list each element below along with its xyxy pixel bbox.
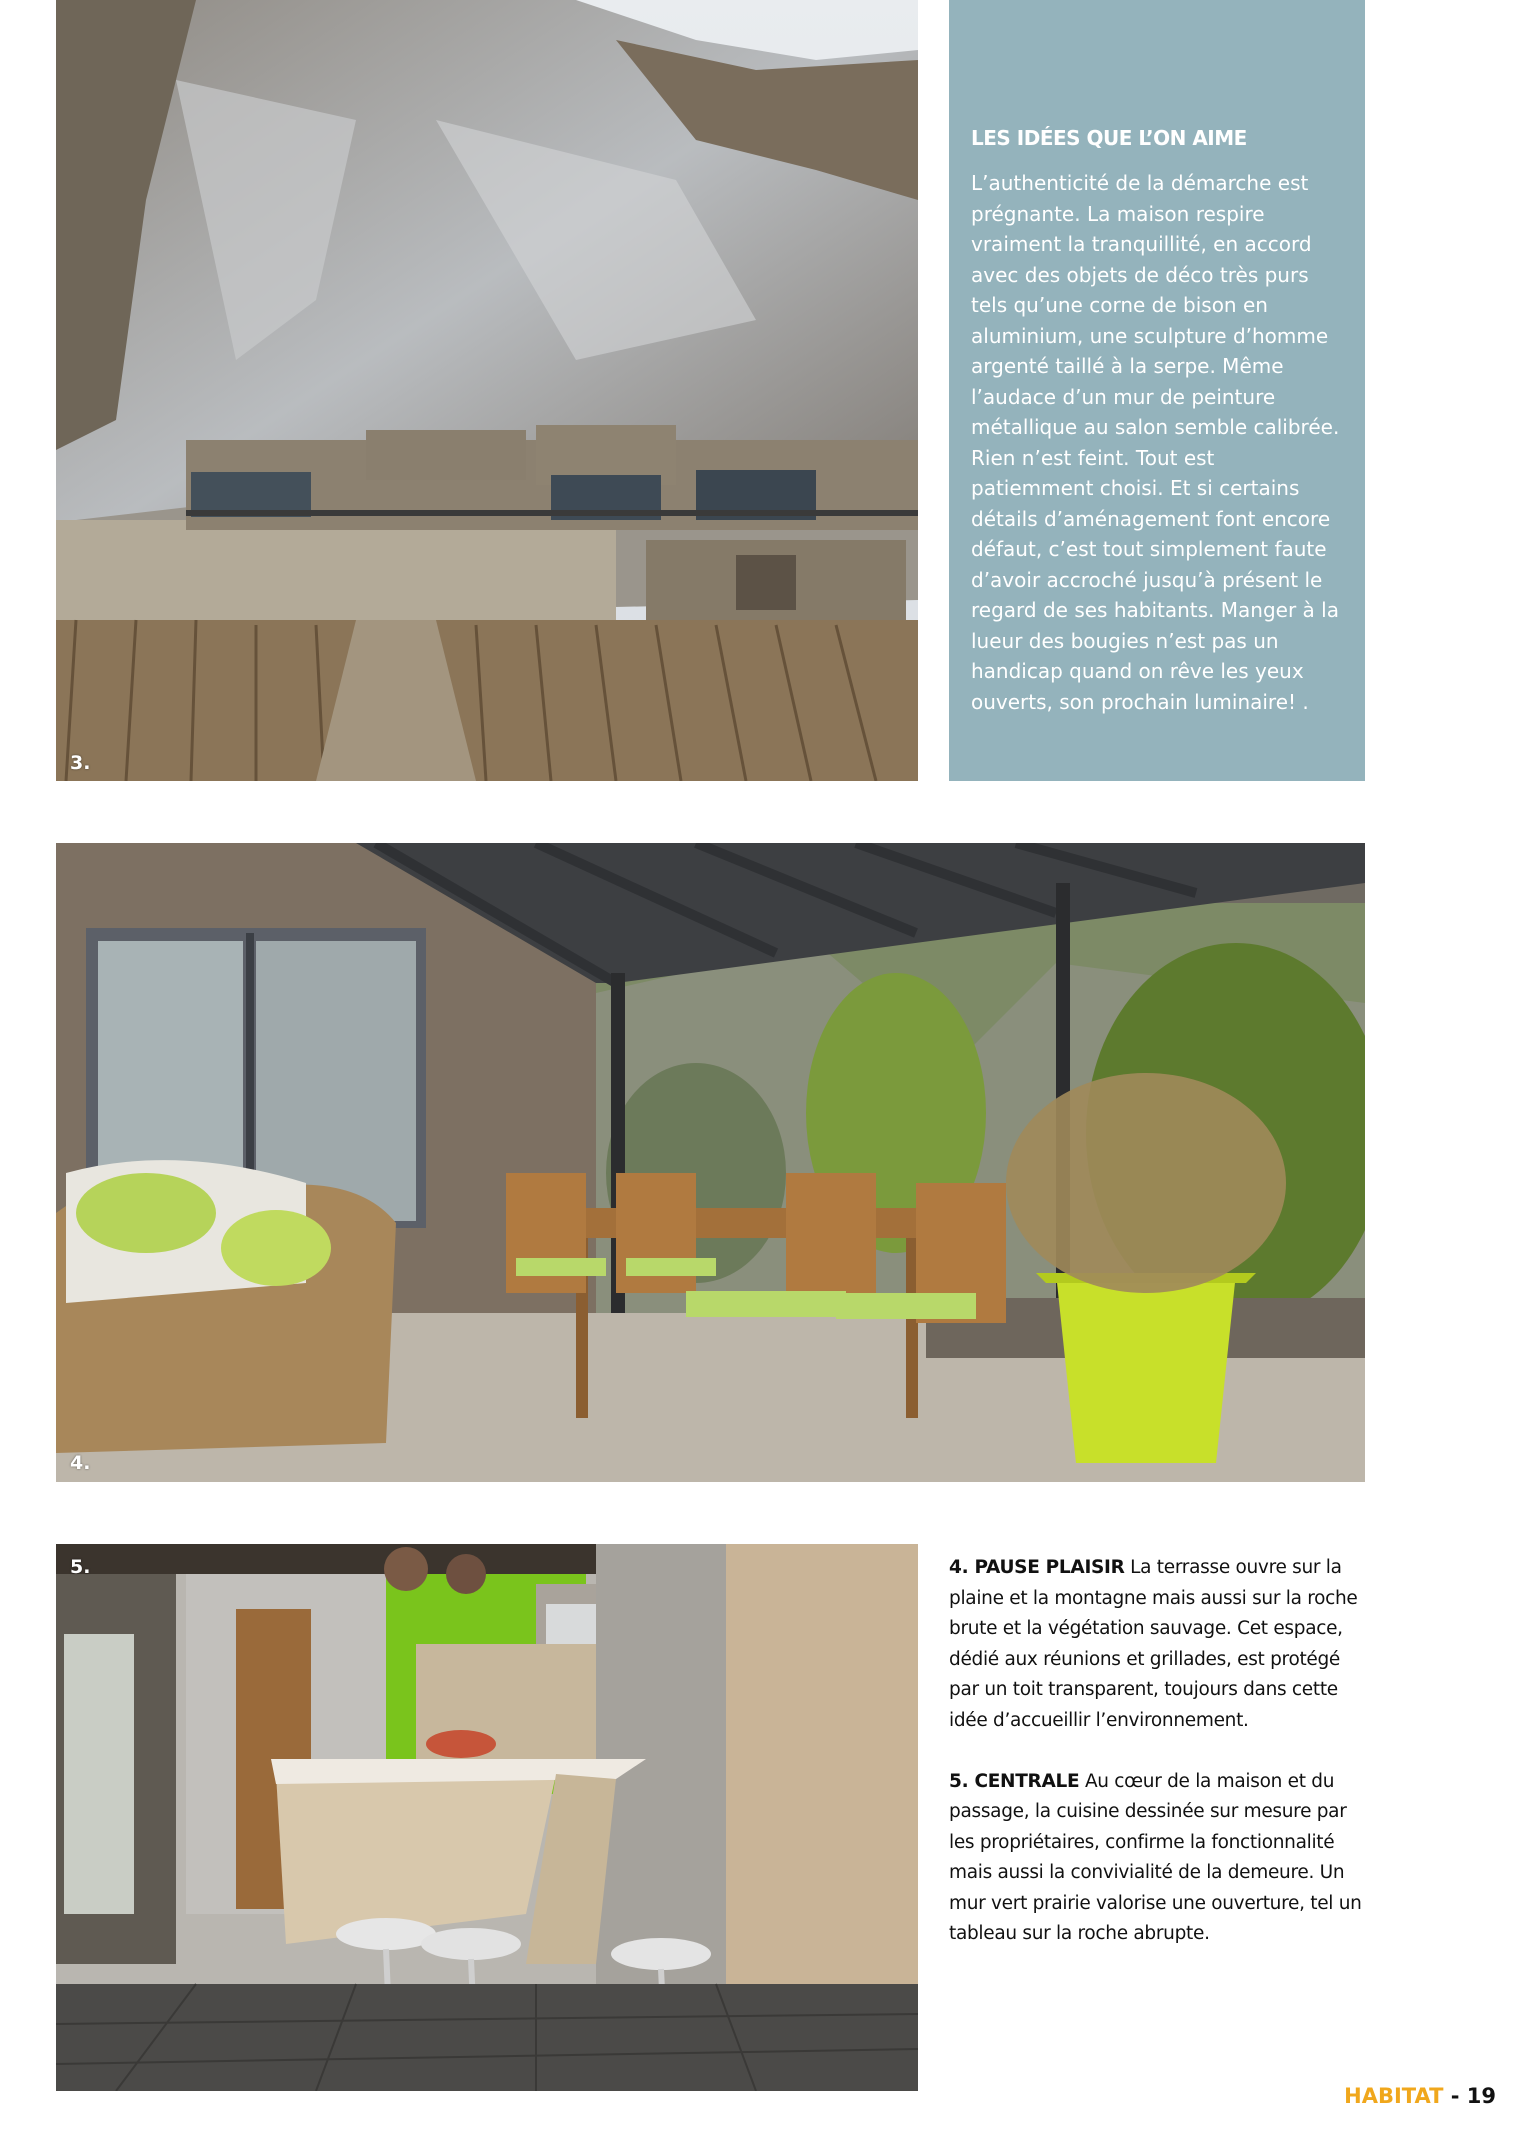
caption-terrace	[949, 1553, 1369, 1736]
caption-lead: 4. PAUSE PLAISIR	[949, 1557, 1125, 1578]
photo-number: 3.	[70, 752, 91, 774]
photo-number: 4.	[70, 1452, 91, 1474]
page-footer	[1344, 2084, 1496, 2108]
caption-kitchen	[949, 1767, 1369, 1950]
footer-separator: -	[1443, 2084, 1467, 2108]
photo-number: 5.	[70, 1556, 91, 1578]
sidebar-box	[949, 0, 1365, 781]
caption-text: Au cœur de la maison et du passage, la cuisine dessinée sur mesure par les propriétaires, confirme la fonctionnalité mais aussi la convivialité de la demeure. Un mur vert prairie valorise une ouverture, tel un tableau sur la roche abrupte.	[949, 1770, 1362, 1944]
captions-block	[949, 1553, 1369, 1980]
photo-house-cliff	[56, 0, 918, 781]
sidebar-title: LES IDÉES QUE L’ON AIME	[971, 126, 1247, 150]
caption-text: La terrasse ouvre sur la plaine et la montagne mais aussi sur la roche brute et la végétation sauvage. Cet espace, dédié aux réunions et grillades, est protégé par un toit transparent, toujours dans cette idée d’accueillir l’environnement.	[949, 1557, 1358, 1731]
sidebar-body: L’authenticité de la démarche est prégnante. La maison respire vraiment la tranquillité, en accord avec des objets de déco très purs tels qu’une corne de bison en aluminium, une sculpture d’homme argenté taillé à la serpe. Même l’audace d’un mur de peinture métallique au salon semble calibrée. Rien n’est feint. Tout est patiemment choisi. Et si certains détails d’aménagement font encore défaut, c’est tout simplement faute d’avoir accroché jusqu’à présent le regard de ses habitants. Manger à la lueur des bougies n’est pas un handicap quand on rêve les yeux ouverts, son prochain luminaire! .	[971, 171, 1340, 714]
photo-kitchen	[56, 1544, 918, 2091]
caption-lead: 5. CENTRALE	[949, 1770, 1080, 1792]
photo-terrace	[56, 843, 1365, 1482]
magazine-section: HABITAT	[1344, 2084, 1444, 2108]
page-number: 19	[1466, 2084, 1496, 2108]
